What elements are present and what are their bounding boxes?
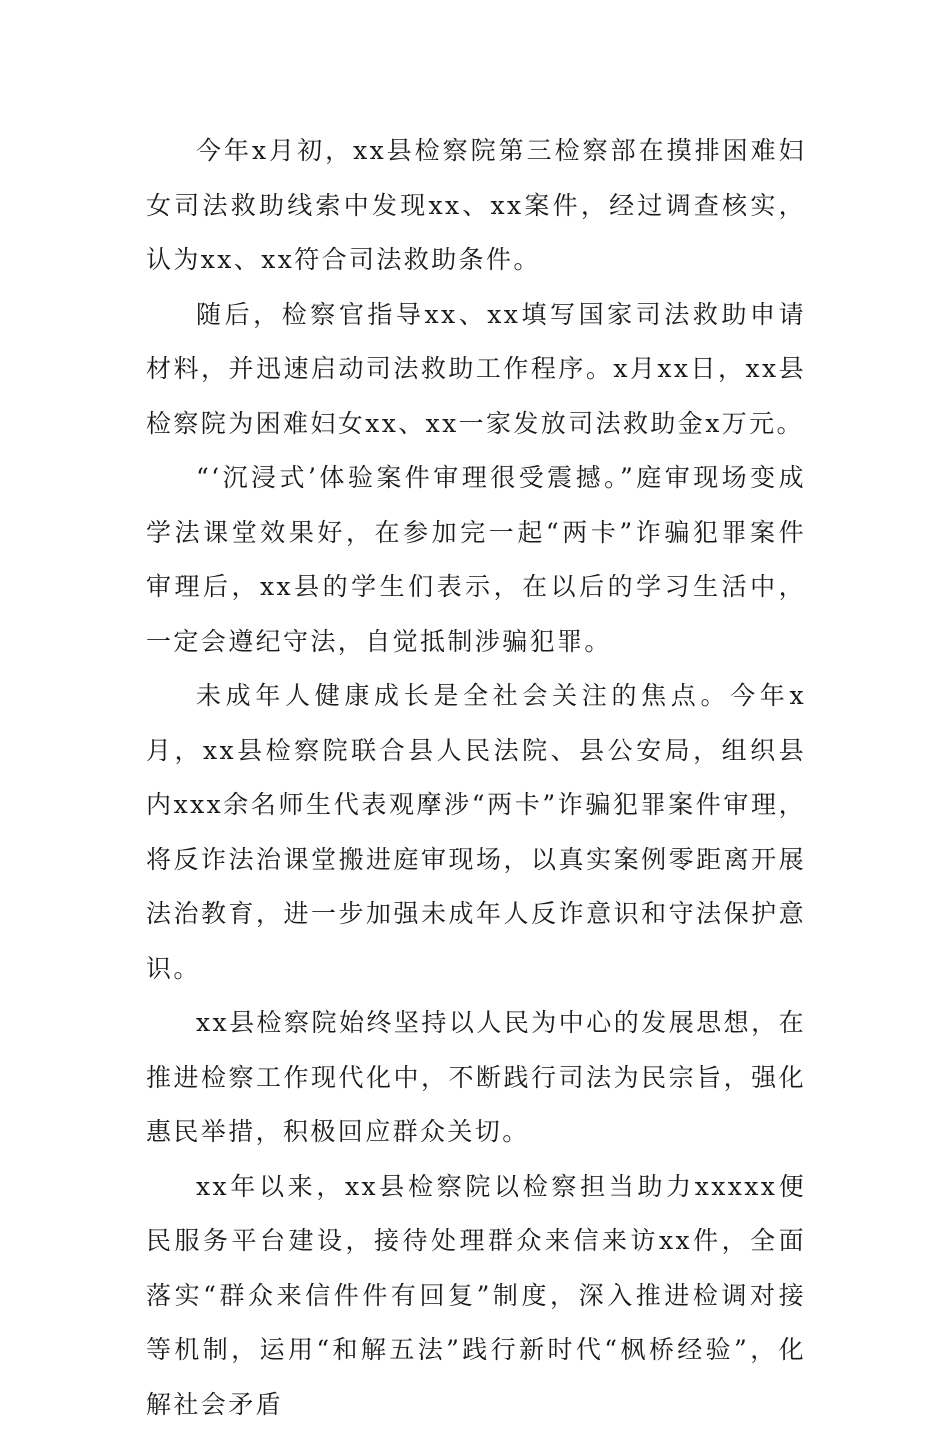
paragraph-3: “‘沉浸式’体验案件审理很受震撼。”庭审现场变成学法课堂效果好，在参加完一起“两卡”诈骗犯罪案件审理后，xx县的学生们表示，在以后的学习生活中，一定会遵纪守法，自觉抵制涉骗犯罪。 [146, 451, 806, 669]
paragraph-5: xx县检察院始终坚持以人民为中心的发展思想，在推进检察工作现代化中，不断践行司法为民宗旨，强化惠民举措，积极回应群众关切。 [146, 996, 806, 1160]
document-body [146, 124, 806, 1432]
paragraph-2: 随后，检察官指导xx、xx填写国家司法救助申请材料，并迅速启动司法救助工作程序。x月xx日，xx县检察院为困难妇女xx、xx一家发放司法救助金x万元。 [146, 288, 806, 452]
paragraph-1: 今年x月初，xx县检察院第三检察部在摸排困难妇女司法救助线索中发现xx、xx案件，经过调查核实，认为xx、xx符合司法救助条件。 [146, 124, 806, 288]
paragraph-6: xx年以来，xx县检察院以检察担当助力xxxxx便民服务平台建设，接待处理群众来信来访xx件，全面落实“群众来信件件有回复”制度，深入推进检调对接等机制，运用“和解五法”践行新时代“枫桥经验”，化解社会矛盾 [146, 1160, 806, 1432]
paragraph-4: 未成年人健康成长是全社会关注的焦点。今年x月，xx县检察院联合县人民法院、县公安局，组织县内xxx余名师生代表观摩涉“两卡”诈骗犯罪案件审理，将反诈法治课堂搬进庭审现场，以真实案例零距离开展法治教育，进一步加强未成年人反诈意识和守法保护意识。 [146, 669, 806, 996]
